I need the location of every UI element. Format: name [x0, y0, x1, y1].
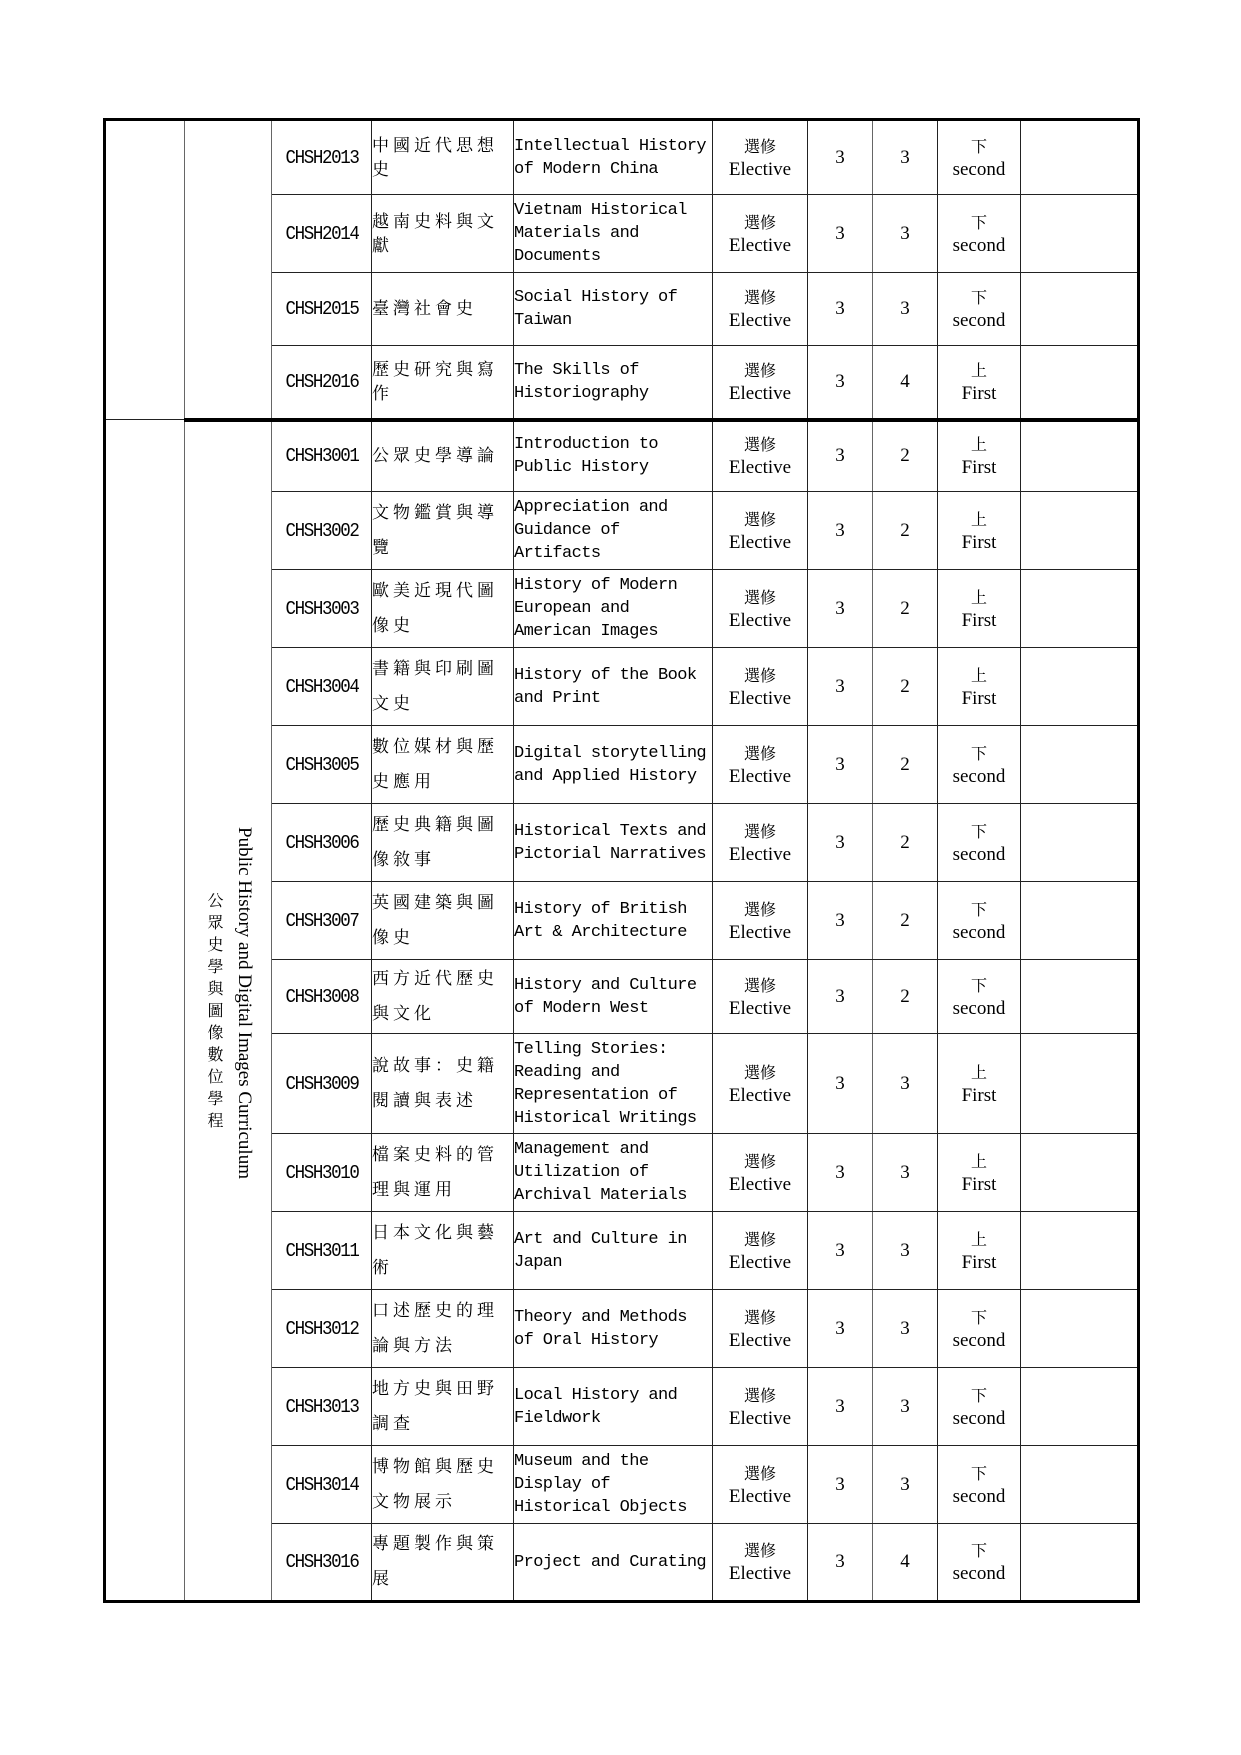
semester-en: second	[952, 843, 1006, 865]
course-type-zh: 選修	[743, 1307, 776, 1327]
course-year: 3	[808, 492, 873, 570]
semester-zh: 下	[970, 1463, 987, 1483]
course-type-en: Elective	[728, 310, 792, 331]
semester-zh: 上	[970, 1229, 987, 1249]
course-remarks	[1021, 882, 1139, 960]
course-type-en: Elective	[728, 234, 792, 256]
course-remarks	[1021, 1134, 1139, 1212]
course-code: CHSH3014	[276, 1446, 368, 1524]
course-type	[713, 1446, 808, 1524]
course-name-en: Theory and Methods of Oral History	[514, 1290, 713, 1368]
course-type-en: Elective	[728, 1251, 792, 1273]
course-name-en: History and Culture of Modern West	[514, 960, 713, 1034]
course-remarks	[1021, 195, 1139, 273]
course-type-zh: 選修	[743, 435, 776, 455]
course-credits: 3	[873, 195, 938, 273]
semester-en: First	[961, 457, 997, 479]
course-type	[713, 570, 808, 648]
course-type	[713, 1524, 808, 1602]
course-code: CHSH3012	[276, 1290, 368, 1368]
course-name-zh: 公眾史學導論	[372, 420, 514, 492]
course-name-en: Museum and the Display of Historical Objects	[514, 1446, 713, 1524]
course-name-en: The Skills of Historiography	[514, 346, 713, 420]
program-cell	[185, 420, 272, 1602]
course-name-zh: 博物館與歷史文物展示	[372, 1446, 514, 1524]
semester-zh: 上	[970, 435, 987, 455]
semester-en: second	[952, 1329, 1006, 1351]
course-type-en: Elective	[728, 921, 792, 943]
course-code: CHSH3008	[276, 960, 368, 1034]
course-year: 3	[808, 960, 873, 1034]
course-remarks	[1021, 346, 1139, 420]
course-type-en: Elective	[728, 457, 792, 479]
course-type-zh: 選修	[743, 1229, 776, 1249]
course-type	[713, 882, 808, 960]
semester-zh: 上	[970, 1151, 987, 1171]
course-type-en: Elective	[728, 765, 792, 787]
course-type	[713, 726, 808, 804]
course-type-en: Elective	[728, 1329, 792, 1351]
course-type-en: Elective	[728, 1084, 792, 1106]
course-name-en: Introduction to Public History	[514, 420, 713, 492]
course-semester	[938, 1290, 1021, 1368]
course-remarks	[1021, 120, 1139, 195]
table-row	[105, 420, 1139, 492]
course-semester	[938, 1446, 1021, 1524]
course-type-zh: 選修	[743, 360, 776, 380]
course-type	[713, 346, 808, 420]
course-type	[713, 120, 808, 195]
course-credits: 3	[873, 120, 938, 195]
course-credits: 3	[873, 1212, 938, 1290]
course-year: 3	[808, 120, 873, 195]
course-name-zh: 專題製作與策展	[372, 1524, 514, 1602]
course-type-zh: 選修	[743, 899, 776, 919]
semester-zh: 上	[970, 509, 987, 529]
course-year: 3	[808, 882, 873, 960]
course-type-zh: 選修	[743, 509, 776, 529]
course-remarks	[1021, 648, 1139, 726]
semester-en: second	[952, 997, 1006, 1019]
course-credits: 3	[873, 1134, 938, 1212]
course-type-en: Elective	[728, 158, 792, 180]
semester-en: second	[952, 1563, 1006, 1584]
course-credits: 3	[873, 1290, 938, 1368]
course-type	[713, 1212, 808, 1290]
course-name-zh: 說故事：史籍閱讀與表述	[372, 1034, 514, 1134]
course-code: CHSH3011	[276, 1212, 368, 1290]
course-semester	[938, 882, 1021, 960]
course-credits: 2	[873, 960, 938, 1034]
course-code: CHSH3007	[276, 882, 368, 960]
course-remarks	[1021, 492, 1139, 570]
course-semester	[938, 1524, 1021, 1602]
course-name-zh: 書籍與印刷圖文史	[372, 648, 514, 726]
course-type-en: Elective	[728, 609, 792, 631]
course-type-zh: 選修	[743, 743, 776, 763]
course-type	[713, 648, 808, 726]
semester-en: First	[961, 1084, 997, 1106]
course-semester	[938, 726, 1021, 804]
curriculum-table	[103, 118, 1140, 1603]
course-type-zh: 選修	[743, 587, 776, 607]
course-code: CHSH3006	[276, 804, 368, 882]
course-type-zh: 選修	[743, 975, 776, 995]
course-remarks	[1021, 1368, 1139, 1446]
course-name-zh: 日本文化與藝術	[372, 1212, 514, 1290]
program-cell-prev	[185, 120, 272, 420]
semester-en: second	[952, 765, 1006, 787]
course-type	[713, 1034, 808, 1134]
course-credits: 4	[873, 1524, 938, 1602]
course-remarks	[1021, 1212, 1139, 1290]
semester-zh: 上	[970, 587, 987, 607]
course-type	[713, 492, 808, 570]
category-cell	[105, 420, 185, 1602]
course-name-zh: 歷史研究與寫作	[372, 346, 514, 420]
course-year: 3	[808, 1524, 873, 1602]
course-year: 3	[808, 1134, 873, 1212]
course-type-zh: 選修	[743, 1541, 776, 1560]
semester-en: First	[961, 687, 997, 709]
course-remarks	[1021, 570, 1139, 648]
course-name-en: Appreciation and Guidance of Artifacts	[514, 492, 713, 570]
course-year: 3	[808, 1212, 873, 1290]
course-type-zh: 選修	[743, 212, 776, 232]
course-credits: 3	[873, 1034, 938, 1134]
course-semester	[938, 1212, 1021, 1290]
course-remarks	[1021, 960, 1139, 1034]
semester-en: second	[952, 1485, 1006, 1507]
semester-zh: 下	[970, 743, 987, 763]
course-name-zh: 中國近代思想史	[372, 120, 514, 195]
course-type-zh: 選修	[743, 288, 776, 307]
course-name-zh: 口述歷史的理論與方法	[372, 1290, 514, 1368]
course-type	[713, 804, 808, 882]
semester-zh: 下	[970, 1307, 987, 1327]
semester-en: First	[961, 531, 997, 553]
course-type-zh: 選修	[743, 1062, 776, 1082]
course-remarks	[1021, 420, 1139, 492]
course-semester	[938, 1034, 1021, 1134]
course-type-en: Elective	[728, 997, 792, 1019]
course-year: 3	[808, 1446, 873, 1524]
course-name-en: Management and Utilization of Archival Materials	[514, 1134, 713, 1212]
course-name-zh: 臺灣社會史	[372, 273, 514, 346]
semester-zh: 上	[970, 360, 987, 380]
course-semester	[938, 1134, 1021, 1212]
course-semester	[938, 960, 1021, 1034]
course-name-en: Local History and Fieldwork	[514, 1368, 713, 1446]
course-name-zh: 檔案史料的管理與運用	[372, 1134, 514, 1212]
course-semester	[938, 120, 1021, 195]
semester-en: First	[961, 382, 997, 404]
course-code: CHSH3002	[276, 492, 368, 570]
semester-zh: 下	[970, 136, 987, 156]
course-remarks	[1021, 804, 1139, 882]
course-remarks	[1021, 1034, 1139, 1134]
course-type-en: Elective	[728, 382, 792, 404]
course-semester	[938, 648, 1021, 726]
course-credits: 2	[873, 420, 938, 492]
course-year: 3	[808, 648, 873, 726]
course-name-zh: 歐美近現代圖像史	[372, 570, 514, 648]
course-year: 3	[808, 346, 873, 420]
course-name-zh: 數位媒材與歷史應用	[372, 726, 514, 804]
course-type-en: Elective	[728, 531, 792, 553]
course-type-en: Elective	[728, 687, 792, 709]
course-semester	[938, 492, 1021, 570]
semester-zh: 下	[970, 212, 987, 232]
course-credits: 3	[873, 1446, 938, 1524]
course-year: 3	[808, 1290, 873, 1368]
course-year: 3	[808, 1368, 873, 1446]
semester-zh: 下	[970, 899, 987, 919]
course-credits: 2	[873, 726, 938, 804]
course-semester	[938, 570, 1021, 648]
course-type-en: Elective	[728, 843, 792, 865]
semester-en: second	[952, 1407, 1006, 1429]
course-code: CHSH2013	[276, 120, 368, 195]
course-type-en: Elective	[728, 1563, 792, 1584]
course-name-en: Historical Texts and Pictorial Narratives	[514, 804, 713, 882]
semester-zh: 上	[970, 665, 987, 685]
course-year: 3	[808, 1034, 873, 1134]
semester-en: second	[952, 234, 1006, 256]
course-code: CHSH3004	[276, 648, 368, 726]
course-type-en: Elective	[728, 1173, 792, 1195]
course-credits: 4	[873, 346, 938, 420]
course-year: 3	[808, 804, 873, 882]
course-code: CHSH3013	[276, 1368, 368, 1446]
course-credits: 2	[873, 492, 938, 570]
course-type	[713, 1134, 808, 1212]
semester-en: First	[961, 1251, 997, 1273]
semester-en: First	[961, 609, 997, 631]
course-remarks	[1021, 1446, 1139, 1524]
category-cell	[105, 120, 185, 420]
course-type-en: Elective	[728, 1407, 792, 1429]
course-credits: 3	[873, 273, 938, 346]
course-type	[713, 1368, 808, 1446]
course-name-zh: 越南史料與文獻	[372, 195, 514, 273]
course-semester	[938, 273, 1021, 346]
course-remarks	[1021, 726, 1139, 804]
course-year: 3	[808, 420, 873, 492]
semester-zh: 下	[970, 1385, 987, 1405]
semester-en: First	[961, 1173, 997, 1195]
semester-en: second	[952, 158, 1006, 180]
public-history-section	[105, 420, 1139, 1602]
course-code: CHSH2016	[276, 346, 368, 420]
course-name-zh: 西方近代歷史與文化	[372, 960, 514, 1034]
course-remarks	[1021, 1524, 1139, 1602]
course-remarks	[1021, 1290, 1139, 1368]
course-name-en: Telling Stories: Reading and Representation of Historical Writings	[514, 1034, 713, 1134]
course-year: 3	[808, 195, 873, 273]
semester-zh: 上	[970, 1062, 987, 1082]
course-type-zh: 選修	[743, 821, 776, 841]
course-remarks	[1021, 273, 1139, 346]
course-code: CHSH3001	[276, 420, 368, 492]
course-name-zh: 歷史典籍與圖像敘事	[372, 804, 514, 882]
program-name-en: Public History and Digital Images Curriculum	[234, 826, 255, 1179]
course-semester	[938, 804, 1021, 882]
course-credits: 2	[873, 882, 938, 960]
course-semester	[938, 1368, 1021, 1446]
program-name-zh: 公眾史學與圖像數位學程	[205, 891, 224, 1134]
course-semester	[938, 420, 1021, 492]
course-semester	[938, 346, 1021, 420]
course-code: CHSH3005	[276, 726, 368, 804]
semester-zh: 下	[970, 821, 987, 841]
semester-en: second	[952, 310, 1006, 331]
course-semester	[938, 195, 1021, 273]
course-name-zh: 地方史與田野調查	[372, 1368, 514, 1446]
semester-zh: 下	[970, 288, 987, 307]
course-type-zh: 選修	[743, 1385, 776, 1405]
course-code: CHSH3009	[276, 1034, 368, 1134]
course-type-zh: 選修	[743, 1151, 776, 1171]
course-name-en: Intellectual History of Modern China	[514, 120, 713, 195]
course-credits: 2	[873, 648, 938, 726]
course-type-en: Elective	[728, 1485, 792, 1507]
course-name-zh: 文物鑑賞與導覽	[372, 492, 514, 570]
course-name-en: History of the Book and Print	[514, 648, 713, 726]
program-label	[185, 422, 271, 1601]
course-year: 3	[808, 273, 873, 346]
course-year: 3	[808, 570, 873, 648]
course-code: CHSH3003	[276, 570, 368, 648]
course-code: CHSH3010	[276, 1134, 368, 1212]
course-type	[713, 273, 808, 346]
course-code: CHSH2015	[276, 273, 368, 346]
course-type-zh: 選修	[743, 665, 776, 685]
course-credits: 2	[873, 570, 938, 648]
semester-en: second	[952, 921, 1006, 943]
semester-zh: 下	[970, 975, 987, 995]
course-credits: 2	[873, 804, 938, 882]
course-name-en: Art and Culture in Japan	[514, 1212, 713, 1290]
curriculum-table-body	[105, 120, 1139, 420]
course-type-zh: 選修	[743, 1463, 776, 1483]
course-type	[713, 960, 808, 1034]
course-name-en: Project and Curating	[514, 1524, 713, 1602]
course-year: 3	[808, 726, 873, 804]
course-name-en: History of British Art & Architecture	[514, 882, 713, 960]
course-type	[713, 420, 808, 492]
course-type-zh: 選修	[743, 136, 776, 156]
course-name-zh: 英國建築與圖像史	[372, 882, 514, 960]
course-type	[713, 195, 808, 273]
course-name-en: Vietnam Historical Materials and Documents	[514, 195, 713, 273]
course-name-en: Digital storytelling and Applied History	[514, 726, 713, 804]
course-name-en: Social History of Taiwan	[514, 273, 713, 346]
course-code: CHSH2014	[276, 195, 368, 273]
course-name-en: History of Modern European and American Images	[514, 570, 713, 648]
table-row	[105, 120, 1139, 195]
semester-zh: 下	[970, 1541, 987, 1560]
course-type	[713, 1290, 808, 1368]
course-credits: 3	[873, 1368, 938, 1446]
course-code: CHSH3016	[276, 1524, 368, 1602]
